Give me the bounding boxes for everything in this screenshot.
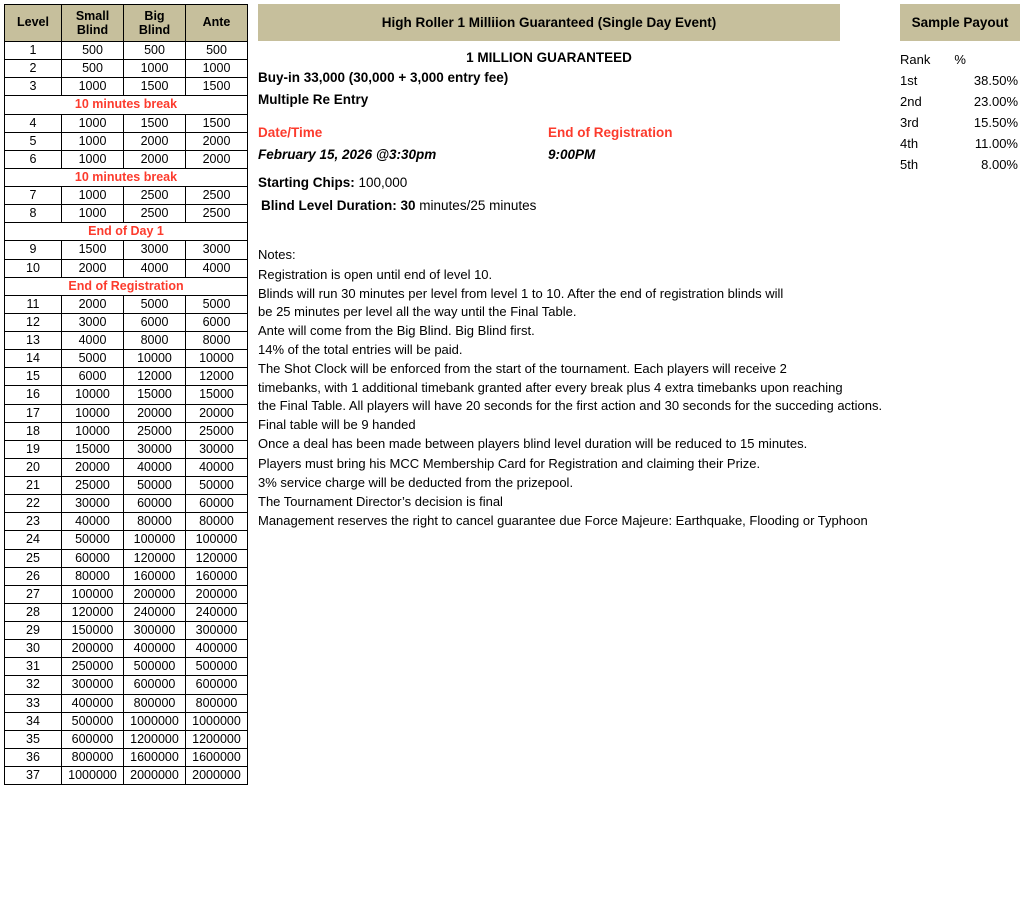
big-blind-cell: 80000: [124, 513, 186, 531]
ante-cell: 2000: [186, 150, 248, 168]
table-row: [5, 495, 248, 513]
table-row: [5, 42, 248, 60]
big-blind-cell: 100000: [124, 531, 186, 549]
note-line: Blinds will run 30 minutes per level from level 1 to 10. After the end of registration blinds will: [258, 285, 784, 301]
payout-percent-cell: 38.50%: [973, 73, 1018, 88]
table-row: [5, 259, 248, 277]
table-row: [5, 132, 248, 150]
ante-cell: 5000: [186, 295, 248, 313]
table-row: [5, 313, 248, 331]
small-blind-cell: 150000: [62, 622, 124, 640]
column-header-small-blind: [62, 5, 124, 42]
big-blind-cell: 12000: [124, 368, 186, 386]
level-cell: 13: [5, 332, 62, 350]
big-blind-cell: 2000000: [124, 767, 186, 785]
break-row: [5, 277, 248, 295]
small-blind-cell: 500000: [62, 712, 124, 730]
payout-column-header-percent: %: [954, 52, 966, 67]
big-blind-cell: 20000: [124, 404, 186, 422]
ante-cell: 100000: [186, 531, 248, 549]
ante-cell: 60000: [186, 495, 248, 513]
ante-cell: 1500: [186, 114, 248, 132]
column-header-big-blind-line1: Big: [144, 8, 165, 23]
small-blind-cell: 10000: [62, 422, 124, 440]
table-row: [5, 694, 248, 712]
ante-cell: 800000: [186, 694, 248, 712]
level-cell: 16: [5, 386, 62, 404]
ante-cell: 1000000: [186, 712, 248, 730]
table-row: [5, 658, 248, 676]
big-blind-cell: 2000: [124, 150, 186, 168]
small-blind-cell: 30000: [62, 495, 124, 513]
end-registration-value: 9:00PM: [548, 146, 596, 162]
note-line: Registration is open until end of level 10.: [258, 266, 493, 282]
column-header-big-blind-line2: Blind: [138, 23, 171, 37]
big-blind-cell: 6000: [124, 313, 186, 331]
big-blind-cell: 1500: [124, 114, 186, 132]
level-cell: 14: [5, 350, 62, 368]
big-blind-cell: 1000000: [124, 712, 186, 730]
level-cell: 33: [5, 694, 62, 712]
note-line: 3% service charge will be deducted from the prizepool.: [258, 475, 574, 491]
ante-cell: 3000: [186, 241, 248, 259]
level-cell: 36: [5, 748, 62, 766]
ante-cell: 200000: [186, 585, 248, 603]
ante-cell: 1200000: [186, 730, 248, 748]
level-cell: 22: [5, 495, 62, 513]
payout-percent-cell: 23.00%: [973, 94, 1018, 109]
datetime-block: [258, 125, 958, 169]
small-blind-cell: 1000: [62, 78, 124, 96]
level-cell: 3: [5, 78, 62, 96]
big-blind-cell: 2500: [124, 187, 186, 205]
small-blind-cell: 2000: [62, 295, 124, 313]
table-row: [5, 60, 248, 78]
table-row: [5, 640, 248, 658]
note-line: Final table will be 9 handed: [258, 416, 416, 432]
big-blind-cell: 30000: [124, 440, 186, 458]
payout-rank-cell: 3rd: [900, 115, 919, 130]
big-blind-cell: 1000: [124, 60, 186, 78]
small-blind-cell: 50000: [62, 531, 124, 549]
buyin-line: Buy-in 33,000 (30,000 + 3,000 entry fee): [258, 70, 509, 85]
small-blind-cell: 1000000: [62, 767, 124, 785]
small-blind-cell: 40000: [62, 513, 124, 531]
table-row: [5, 241, 248, 259]
small-blind-cell: 25000: [62, 477, 124, 495]
big-blind-cell: 600000: [124, 676, 186, 694]
break-label: End of Registration: [5, 277, 248, 295]
starting-chips-value: 100,000: [358, 174, 408, 190]
note-line: be 25 minutes per level all the way until the Final Table.: [258, 304, 577, 320]
big-blind-cell: 500: [124, 42, 186, 60]
table-row: [5, 205, 248, 223]
big-blind-cell: 240000: [124, 603, 186, 621]
level-cell: 29: [5, 622, 62, 640]
level-cell: 24: [5, 531, 62, 549]
big-blind-cell: 1600000: [124, 748, 186, 766]
event-title-banner: High Roller 1 Milliion Guaranteed (Single Day Event): [258, 4, 840, 41]
big-blind-cell: 400000: [124, 640, 186, 658]
payout-column-header-rank: Rank: [900, 52, 931, 67]
break-label: 10 minutes break: [5, 168, 248, 186]
note-line: Players must bring his MCC Membership Card for Registration and claiming their Prize.: [258, 456, 761, 472]
level-cell: 2: [5, 60, 62, 78]
small-blind-cell: 120000: [62, 603, 124, 621]
notes-lines: [258, 265, 958, 532]
level-cell: 31: [5, 658, 62, 676]
payout-table-header: [900, 49, 1020, 70]
ante-cell: 400000: [186, 640, 248, 658]
ante-cell: 500: [186, 42, 248, 60]
ante-cell: 600000: [186, 676, 248, 694]
ante-cell: 1600000: [186, 748, 248, 766]
payout-percent-cell: 8.00%: [981, 157, 1018, 172]
big-blind-cell: 15000: [124, 386, 186, 404]
level-cell: 37: [5, 767, 62, 785]
ante-cell: 2500: [186, 187, 248, 205]
table-row: [5, 368, 248, 386]
table-row: [5, 350, 248, 368]
level-cell: 28: [5, 603, 62, 621]
ante-cell: 1000: [186, 60, 248, 78]
table-row: [5, 78, 248, 96]
break-label: End of Day 1: [5, 223, 248, 241]
table-row: [5, 440, 248, 458]
payout-row: [900, 154, 1020, 175]
blind-duration-value: minutes/25 minutes: [419, 197, 537, 213]
table-row: [5, 676, 248, 694]
big-blind-cell: 300000: [124, 622, 186, 640]
blind-structure-body: [5, 42, 248, 785]
ante-cell: 240000: [186, 603, 248, 621]
level-cell: 30: [5, 640, 62, 658]
big-blind-cell: 5000: [124, 295, 186, 313]
payout-row: [900, 70, 1020, 91]
table-row: [5, 150, 248, 168]
ante-cell: 2000000: [186, 767, 248, 785]
payout-rank-cell: 2nd: [900, 94, 922, 109]
table-row: [5, 477, 248, 495]
payout-rank-cell: 5th: [900, 157, 919, 172]
note-line: The Shot Clock will be enforced from the start of the tournament. Each players will receive 2: [258, 361, 787, 377]
small-blind-cell: 600000: [62, 730, 124, 748]
table-row: [5, 748, 248, 766]
datetime-value: February 15, 2026 @3:30pm: [258, 146, 437, 162]
ante-cell: 2000: [186, 132, 248, 150]
level-cell: 20: [5, 458, 62, 476]
small-blind-cell: 1000: [62, 114, 124, 132]
break-row: [5, 96, 248, 114]
payout-row: [900, 91, 1020, 112]
big-blind-cell: 10000: [124, 350, 186, 368]
note-line: The Tournament Director’s decision is final: [258, 493, 503, 509]
level-cell: 1: [5, 42, 62, 60]
note-line: Management reserves the right to cancel guarantee due Force Majeure: Earthquake, Flooding or Typhoon: [258, 513, 868, 529]
big-blind-cell: 4000: [124, 259, 186, 277]
big-blind-cell: 1200000: [124, 730, 186, 748]
big-blind-cell: 8000: [124, 332, 186, 350]
blind-duration-label: Blind Level Duration: 30: [261, 197, 416, 213]
ante-cell: 160000: [186, 567, 248, 585]
payout-rank-cell: 4th: [900, 136, 919, 151]
ante-cell: 80000: [186, 513, 248, 531]
small-blind-cell: 1000: [62, 150, 124, 168]
ante-cell: 300000: [186, 622, 248, 640]
level-cell: 9: [5, 241, 62, 259]
level-cell: 4: [5, 114, 62, 132]
level-cell: 32: [5, 676, 62, 694]
level-cell: 26: [5, 567, 62, 585]
blind-duration-line: [258, 198, 958, 215]
ante-cell: 500000: [186, 658, 248, 676]
level-cell: 5: [5, 132, 62, 150]
break-label: 10 minutes break: [5, 96, 248, 114]
note-line: 14% of the total entries will be paid.: [258, 342, 463, 358]
ante-cell: 40000: [186, 458, 248, 476]
level-cell: 35: [5, 730, 62, 748]
level-cell: 21: [5, 477, 62, 495]
level-cell: 8: [5, 205, 62, 223]
small-blind-cell: 80000: [62, 567, 124, 585]
ante-cell: 15000: [186, 386, 248, 404]
table-row: [5, 712, 248, 730]
big-blind-cell: 200000: [124, 585, 186, 603]
big-blind-cell: 800000: [124, 694, 186, 712]
table-row: [5, 513, 248, 531]
table-row: [5, 531, 248, 549]
ante-cell: 1500: [186, 78, 248, 96]
note-line: Once a deal has been made between players blind level duration will be reduced to 15 minutes.: [258, 436, 808, 452]
level-cell: 11: [5, 295, 62, 313]
sample-payout-panel: [900, 4, 1020, 175]
small-blind-cell: 5000: [62, 350, 124, 368]
reentry-line: Multiple Re Entry: [258, 91, 369, 107]
small-blind-cell: 20000: [62, 458, 124, 476]
note-line: the Final Table. All players will have 20 seconds for the first action and 30 seconds for the succeding actions.: [258, 398, 883, 414]
big-blind-cell: 40000: [124, 458, 186, 476]
table-row: [5, 332, 248, 350]
ante-cell: 8000: [186, 332, 248, 350]
payout-header-row: [900, 49, 1020, 70]
payout-percent-cell: 11.00%: [974, 136, 1018, 151]
ante-cell: 12000: [186, 368, 248, 386]
ante-cell: 20000: [186, 404, 248, 422]
table-header-row: [5, 5, 248, 42]
small-blind-cell: 800000: [62, 748, 124, 766]
level-cell: 10: [5, 259, 62, 277]
small-blind-cell: 1000: [62, 132, 124, 150]
level-cell: 23: [5, 513, 62, 531]
level-cell: 34: [5, 712, 62, 730]
small-blind-cell: 500: [62, 60, 124, 78]
big-blind-cell: 60000: [124, 495, 186, 513]
small-blind-cell: 100000: [62, 585, 124, 603]
end-registration-heading: End of Registration: [548, 124, 673, 140]
table-row: [5, 622, 248, 640]
table-row: [5, 422, 248, 440]
big-blind-cell: 3000: [124, 241, 186, 259]
level-cell: 12: [5, 313, 62, 331]
notes-block: [258, 245, 958, 532]
big-blind-cell: 25000: [124, 422, 186, 440]
small-blind-cell: 2000: [62, 259, 124, 277]
end-registration-column: [548, 125, 673, 162]
small-blind-cell: 500: [62, 42, 124, 60]
level-cell: 7: [5, 187, 62, 205]
sample-payout-table: [900, 49, 1020, 175]
table-row: [5, 767, 248, 785]
table-row: [5, 187, 248, 205]
notes-heading: Notes:: [258, 246, 296, 262]
level-cell: 15: [5, 368, 62, 386]
column-header-big-blind: [124, 5, 186, 42]
column-header-level: Level: [5, 5, 62, 42]
small-blind-cell: 1000: [62, 187, 124, 205]
big-blind-cell: 50000: [124, 477, 186, 495]
small-blind-cell: 4000: [62, 332, 124, 350]
big-blind-cell: 2500: [124, 205, 186, 223]
small-blind-cell: 250000: [62, 658, 124, 676]
blind-structure-table: [4, 4, 248, 785]
big-blind-cell: 160000: [124, 567, 186, 585]
table-row: [5, 585, 248, 603]
ante-cell: 2500: [186, 205, 248, 223]
break-row: [5, 168, 248, 186]
starting-chips-label: Starting Chips:: [258, 174, 355, 190]
level-cell: 6: [5, 150, 62, 168]
ante-cell: 120000: [186, 549, 248, 567]
payout-rank-cell: 1st: [900, 73, 918, 88]
datetime-heading: Date/Time: [258, 124, 323, 140]
ante-cell: 10000: [186, 350, 248, 368]
table-row: [5, 114, 248, 132]
note-line: Ante will come from the Big Blind. Big Blind first.: [258, 322, 535, 338]
table-row: [5, 730, 248, 748]
level-cell: 19: [5, 440, 62, 458]
small-blind-cell: 400000: [62, 694, 124, 712]
table-row: [5, 567, 248, 585]
datetime-column: [258, 125, 436, 162]
column-header-ante: Ante: [186, 5, 248, 42]
level-cell: 27: [5, 585, 62, 603]
table-row: [5, 404, 248, 422]
big-blind-cell: 2000: [124, 132, 186, 150]
table-row: [5, 386, 248, 404]
table-row: [5, 295, 248, 313]
level-cell: 18: [5, 422, 62, 440]
small-blind-cell: 60000: [62, 549, 124, 567]
ante-cell: 30000: [186, 440, 248, 458]
ante-cell: 25000: [186, 422, 248, 440]
small-blind-cell: 3000: [62, 313, 124, 331]
payout-row: [900, 112, 1020, 133]
big-blind-cell: 120000: [124, 549, 186, 567]
small-blind-cell: 10000: [62, 404, 124, 422]
small-blind-cell: 6000: [62, 368, 124, 386]
column-header-small-blind-line1: Small: [75, 8, 110, 23]
blind-structure-header: [5, 5, 248, 42]
big-blind-cell: 500000: [124, 658, 186, 676]
column-header-small-blind-line2: Blind: [76, 23, 109, 37]
ante-cell: 50000: [186, 477, 248, 495]
table-row: [5, 549, 248, 567]
table-row: [5, 458, 248, 476]
ante-cell: 4000: [186, 259, 248, 277]
guarantee-headline: 1 MILLION GUARANTEED: [466, 50, 632, 65]
small-blind-cell: 10000: [62, 386, 124, 404]
small-blind-cell: 200000: [62, 640, 124, 658]
payout-row: [900, 133, 1020, 154]
ante-cell: 6000: [186, 313, 248, 331]
break-row: [5, 223, 248, 241]
level-cell: 17: [5, 404, 62, 422]
small-blind-cell: 1000: [62, 205, 124, 223]
event-details-panel: [258, 4, 958, 531]
small-blind-cell: 15000: [62, 440, 124, 458]
payout-table-body: [900, 70, 1020, 175]
starting-chips-line: [258, 175, 958, 192]
note-line: timebanks, with 1 additional timebank granted after every break plus 4 extra timebanks upon reaching: [258, 379, 843, 395]
table-row: [5, 603, 248, 621]
sample-payout-title: Sample Payout: [900, 4, 1020, 41]
payout-percent-cell: 15.50%: [973, 115, 1018, 130]
big-blind-cell: 1500: [124, 78, 186, 96]
small-blind-cell: 300000: [62, 676, 124, 694]
small-blind-cell: 1500: [62, 241, 124, 259]
level-cell: 25: [5, 549, 62, 567]
